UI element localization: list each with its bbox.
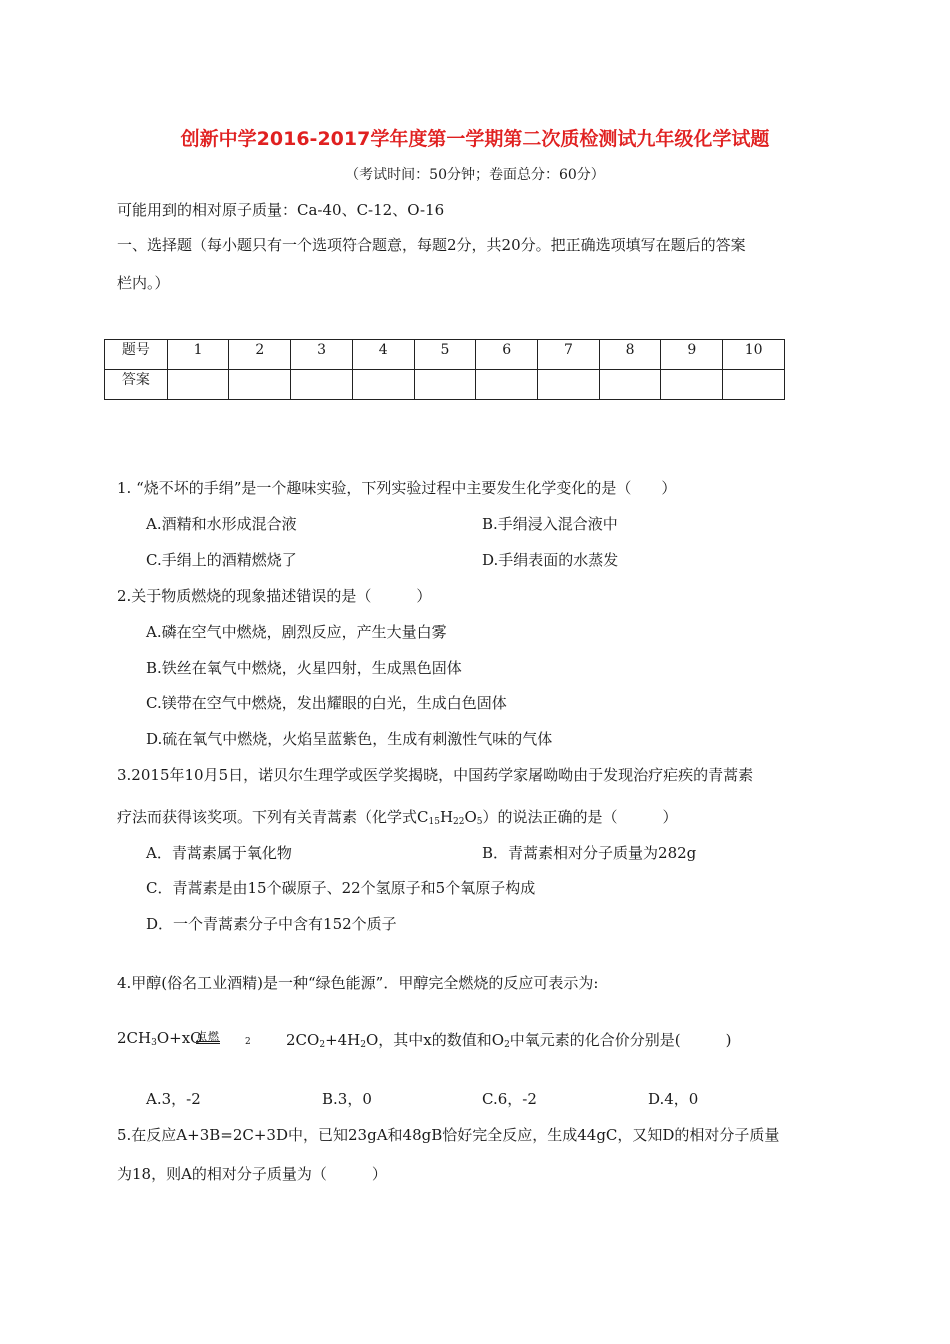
- question-3-option-d: D．一个青蒿素分子中含有152个质子: [146, 915, 397, 933]
- equation-text: +4H: [325, 1031, 361, 1049]
- formula-subscript: 2: [319, 1040, 326, 1050]
- equation-text: O，其中x的数值和O: [366, 1031, 505, 1049]
- question-2-option-a: A.磷在空气中燃烧，剧烈反应，产生大量白雾: [146, 623, 447, 641]
- answer-cell[interactable]: [352, 370, 414, 400]
- equation-text: 中氧元素的化合价分别是( ): [509, 1031, 732, 1049]
- answer-table-number: 4: [352, 340, 414, 370]
- answer-table-number: 2: [229, 340, 291, 370]
- question-5-stem-line1: 5.在反应A+3B=2C+3D中，已知23gA和48gB恰好完全反应，生成44gC，又知D的相对分子质量: [117, 1126, 780, 1144]
- atomic-mass-note: 可能用到的相对原子质量：Ca-40、C-12、O-16: [117, 201, 445, 219]
- question-4-option-a: A.3，-2: [146, 1090, 201, 1108]
- formula-subscript: 5: [476, 817, 483, 827]
- question-2-option-d: D.硫在氧气中燃烧，火焰呈蓝紫色，生成有刺激性气味的气体: [146, 730, 553, 748]
- answer-cell[interactable]: [414, 370, 476, 400]
- answer-cell[interactable]: [599, 370, 661, 400]
- formula-element: O: [464, 808, 477, 826]
- answer-table-number: 8: [599, 340, 661, 370]
- question-3-text: 疗法而获得该奖项。下列有关青蒿素（化学式C: [117, 808, 429, 826]
- question-2-stem: 2.关于物质燃烧的现象描述错误的是（ ）: [117, 587, 432, 605]
- equation-text: O+xO: [156, 1029, 203, 1047]
- answer-table-number: 5: [414, 340, 476, 370]
- question-4-stem: 4.甲醇(俗名工业酒精)是一种“绿色能源”．甲醇完全燃烧的反应可表示为:: [117, 974, 599, 992]
- question-2-option-b: B.铁丝在氧气中燃烧，火星四射，生成黑色固体: [146, 659, 462, 677]
- question-3-option-a: A．青蒿素属于氧化物: [146, 844, 292, 862]
- question-3-stem-line2: [117, 806, 678, 827]
- question-4-option-b: B.3，0: [322, 1090, 372, 1108]
- question-4-equation-right: [286, 1029, 732, 1050]
- answer-cell[interactable]: [476, 370, 538, 400]
- answer-table-answer-row: [105, 370, 785, 400]
- equation-text: 2CH: [117, 1029, 152, 1047]
- answer-table: [104, 339, 785, 400]
- answer-table-number-label: 题号: [105, 340, 168, 370]
- answer-table-number: 3: [291, 340, 353, 370]
- oxygen-subscript: 2: [245, 1037, 251, 1047]
- answer-table-number: 9: [661, 340, 723, 370]
- answer-cell[interactable]: [167, 370, 229, 400]
- question-1-option-a: A.酒精和水形成混合液: [146, 515, 297, 533]
- exam-info: （考试时间：50分钟；卷面总分：60分）: [345, 167, 605, 183]
- question-4-equation-left: [117, 1029, 202, 1048]
- question-1-option-b: B.手绢浸入混合液中: [482, 515, 618, 533]
- question-3-option-c: C．青蒿素是由15个碳原子、22个氢原子和5个氧原子构成: [146, 879, 536, 897]
- reaction-condition: 点燃: [196, 1030, 220, 1043]
- question-5-stem-line2: 为18，则A的相对分子质量为（ ）: [117, 1165, 387, 1183]
- question-1-option-d: D.手绢表面的水蒸发: [482, 551, 619, 569]
- section-heading-line1: 一、选择题（每小题只有一个选项符合题意，每题2分，共20分。把正确选项填写在题后的答案: [117, 236, 746, 254]
- answer-table-number: 7: [538, 340, 600, 370]
- formula-subscript: 2: [504, 1040, 510, 1050]
- question-4-option-c: C.6，-2: [482, 1090, 537, 1108]
- question-4-option-d: D.4，0: [648, 1090, 699, 1108]
- question-1-option-c: C.手绢上的酒精燃烧了: [146, 551, 297, 569]
- answer-cell[interactable]: [661, 370, 723, 400]
- answer-cell[interactable]: [723, 370, 785, 400]
- question-3-stem-line1: 3.2015年10月5日，诺贝尔生理学或医学奖揭晓，中国药学家屠呦呦由于发现治疗疟疾的青蒿素: [117, 766, 754, 784]
- answer-table-answer-label: 答案: [105, 370, 168, 400]
- question-2-option-c: C.镁带在空气中燃烧，发出耀眼的白光，生成白色固体: [146, 694, 507, 712]
- section-heading-line2: 栏内。）: [117, 274, 170, 292]
- answer-table-number: 10: [723, 340, 785, 370]
- answer-cell[interactable]: [538, 370, 600, 400]
- answer-table-number-row: [105, 340, 785, 370]
- formula-element: H: [439, 808, 454, 826]
- question-3-option-b: B．青蒿素相对分子质量为282g: [482, 844, 697, 862]
- equation-text: 2CO: [286, 1031, 320, 1049]
- formula-subscript: 3: [151, 1038, 157, 1048]
- answer-cell[interactable]: [291, 370, 353, 400]
- answer-cell[interactable]: [229, 370, 291, 400]
- question-3-text: ）的说法正确的是（ ）: [482, 808, 678, 826]
- page-title: 创新中学2016-2017学年度第一学期第二次质检测试九年级化学试题: [180, 128, 770, 150]
- question-1-stem: 1. “烧不坏的手绢”是一个趣味实验，下列实验过程中主要发生化学变化的是（ ）: [117, 479, 677, 497]
- answer-table-number: 1: [167, 340, 229, 370]
- formula-subscript: 22: [453, 817, 465, 827]
- formula-subscript: 15: [428, 817, 440, 827]
- formula-subscript: 2: [360, 1040, 366, 1050]
- answer-table-number: 6: [476, 340, 538, 370]
